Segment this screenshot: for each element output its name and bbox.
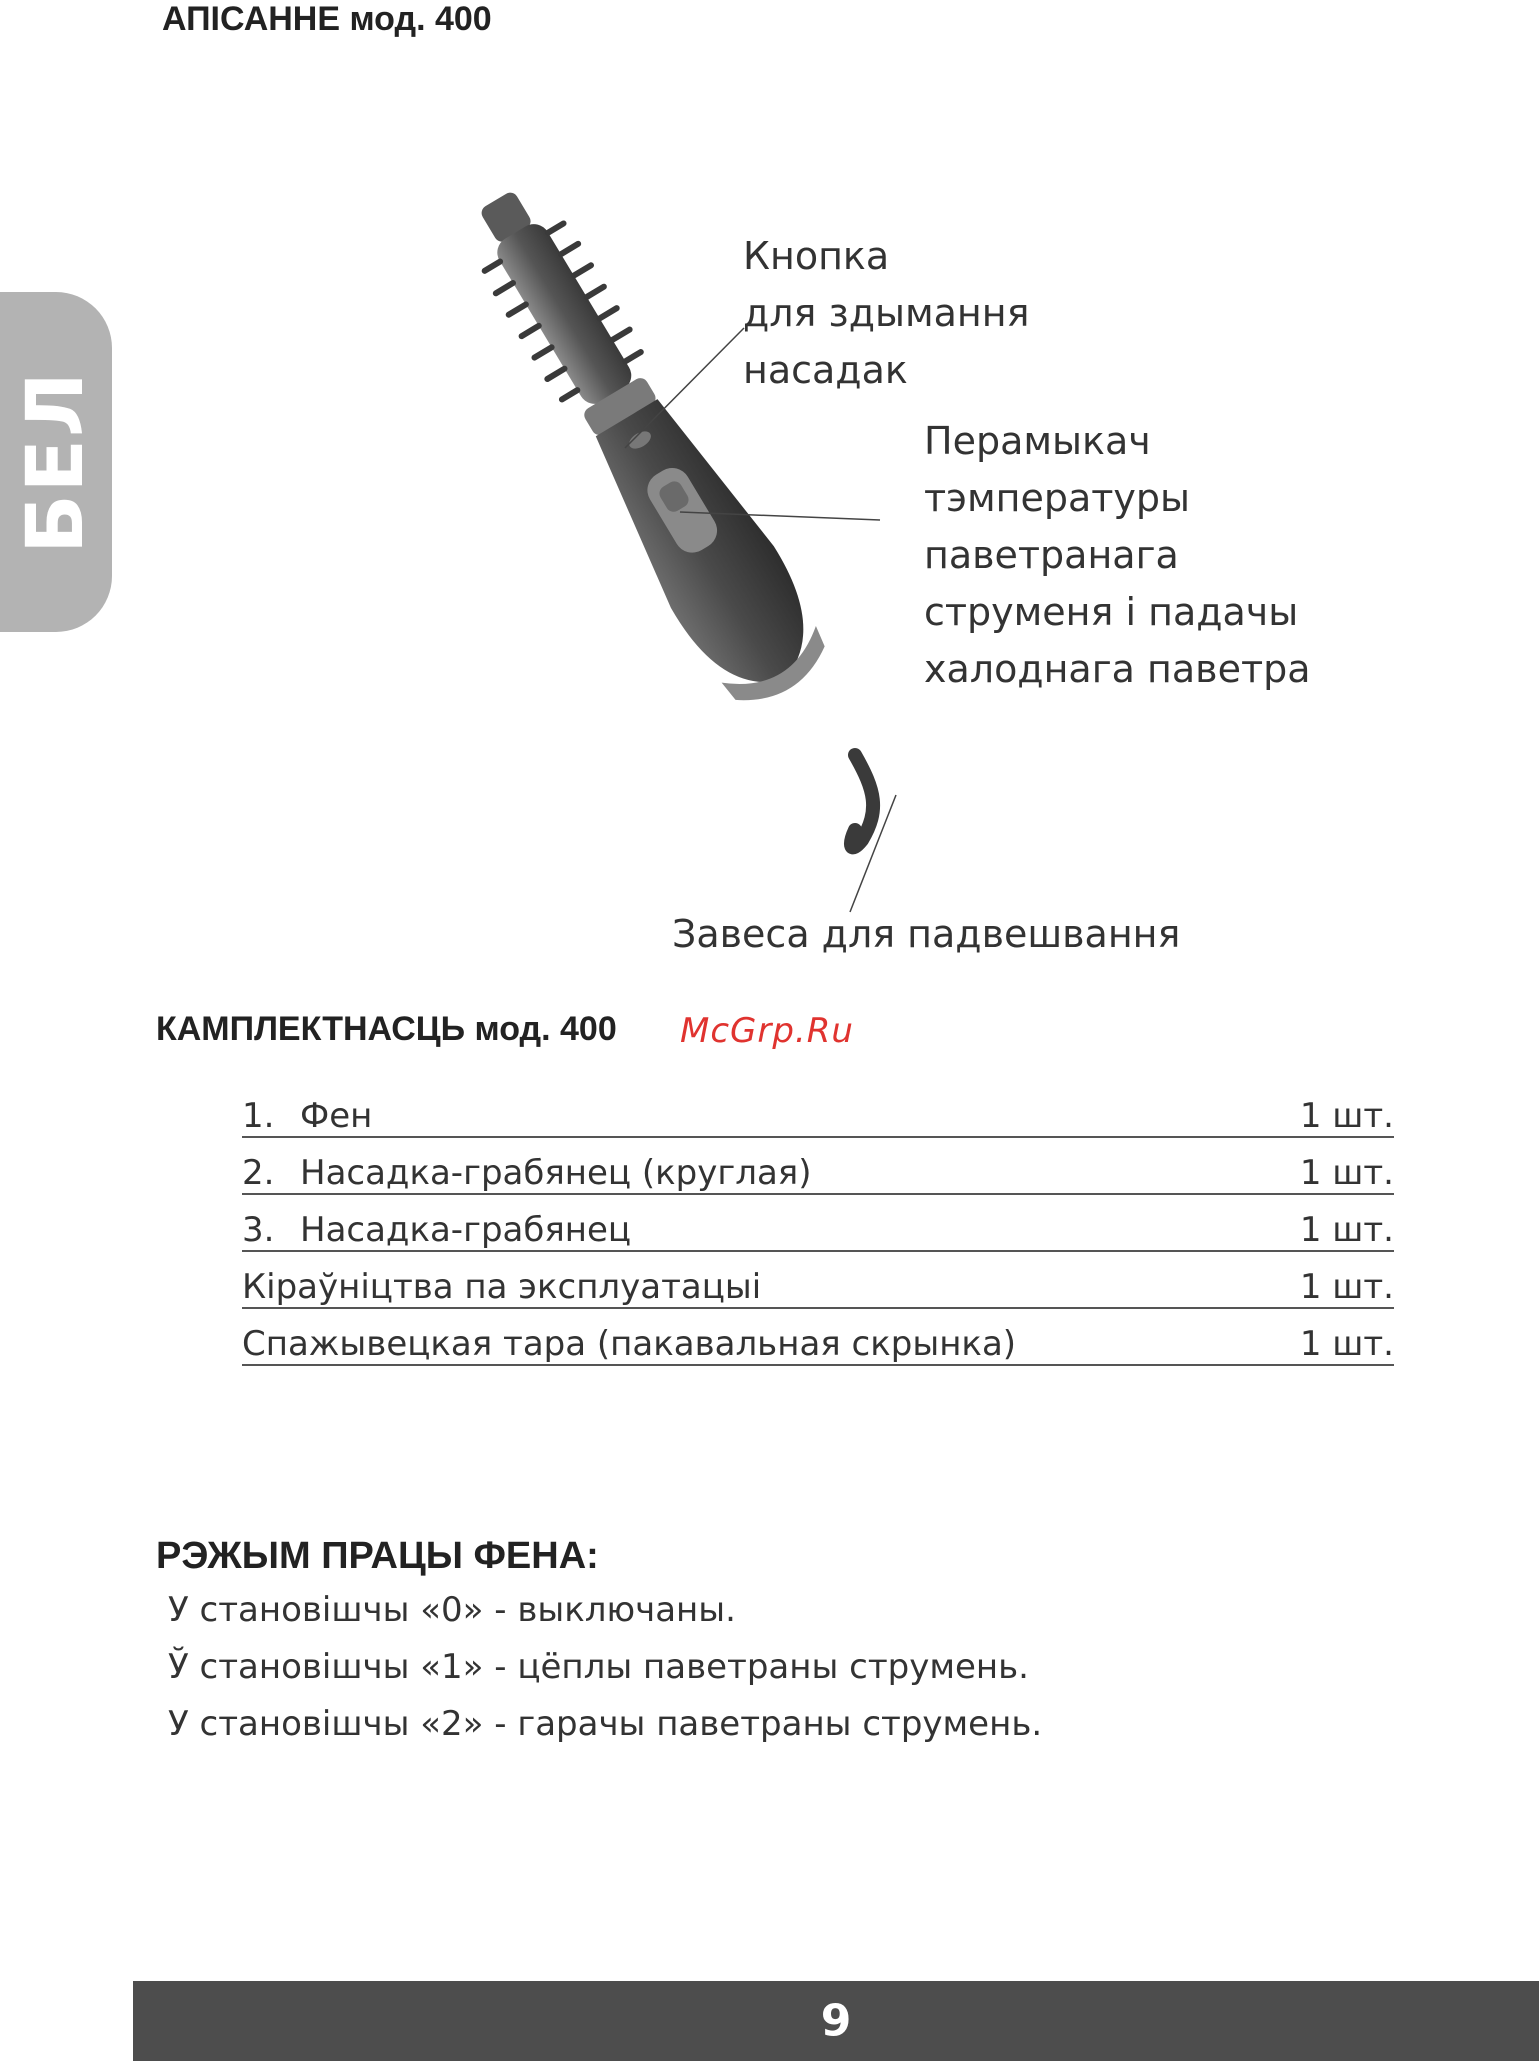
callout-hook: Завеса для падвешвання [672,912,1181,956]
kit-row-name: Насадка-грабянец [300,1210,632,1250]
kit-row [242,1204,1394,1252]
kit-row [242,1090,1394,1138]
kit-row-name: Фен [300,1096,373,1136]
watermark: McGrp.Ru [680,1011,854,1051]
kit-row-qty: 1 шт. [1299,1267,1394,1307]
callout-switch-line: струменя і падачы [924,590,1299,634]
page-footer [133,1981,1539,2061]
kit-row-number: 1. [242,1096,275,1136]
cord-shape [851,755,873,847]
mode-line: У становішчы «2» - гарачы паветраны струмень. [168,1704,1043,1744]
mode-line: Ў становішчы «1» - цёплы паветраны струмень. [168,1647,1029,1687]
kit-row-qty: 1 шт. [1299,1096,1394,1136]
kit-row-name: Насадка-грабянец (круглая) [300,1153,812,1193]
kit-row [242,1147,1394,1195]
callout-button-line: для здымання [743,291,1030,335]
callout-switch-line: Перамыкач [924,419,1151,463]
page-title: АПІСАННЕ мод. 400 [162,0,492,38]
callout-button [743,228,1029,399]
callout-switch-line: халоднага паветра [924,647,1311,691]
kit-row [242,1261,1394,1309]
kit-title: КАМПЛЕКТНАСЦЬ мод. 400 [156,1010,617,1048]
kit-row-name: Кіраўніцтва па эксплуатацыі [242,1267,762,1307]
kit-row-qty: 1 шт. [1299,1153,1394,1193]
callout-switch [924,413,1311,698]
callout-button-line: насадак [743,348,908,392]
language-tab-label: БЕЛ [11,370,101,554]
kit-row-number: 2. [242,1153,275,1193]
kit-row-number: 3. [242,1210,275,1250]
callout-button-line: Кнопка [743,234,890,278]
mode-line: У становішчы «0» - выключаны. [168,1590,736,1630]
page-number: 9 [820,1995,852,2047]
kit-row-qty: 1 шт. [1299,1324,1394,1364]
kit-row-qty: 1 шт. [1299,1210,1394,1250]
callout-switch-line: паветранага [924,533,1179,577]
kit-row-name: Спажывецкая тара (пакавальная скрынка) [242,1324,1017,1364]
kit-row [242,1318,1394,1366]
callout-switch-line: тэмпературы [924,476,1191,520]
modes-title: РЭЖЫМ ПРАЦЫ ФЕНА: [156,1535,599,1577]
